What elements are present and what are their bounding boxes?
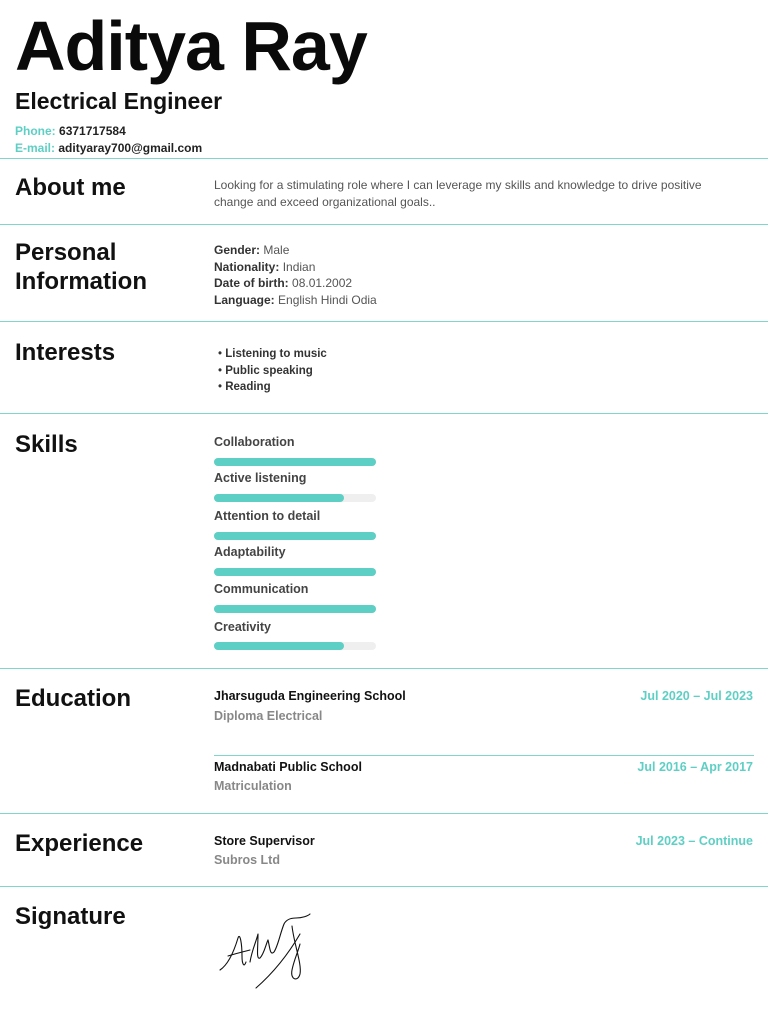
list-item: • Reading bbox=[218, 379, 327, 396]
education-degree: Matriculation bbox=[214, 779, 292, 793]
phone-value: 6371717584 bbox=[59, 124, 126, 138]
education-dates: Jul 2016 – Apr 2017 bbox=[637, 760, 753, 774]
personal-heading bbox=[15, 238, 147, 296]
skill-level-bar bbox=[214, 605, 376, 613]
skill-label: Active listening bbox=[214, 471, 307, 485]
section-divider bbox=[0, 813, 768, 814]
skill-level-bar bbox=[214, 642, 376, 650]
skills-heading: Skills bbox=[15, 431, 78, 458]
skill-level-fill bbox=[214, 605, 376, 613]
section-divider bbox=[0, 668, 768, 669]
education-school: Madnabati Public School bbox=[214, 760, 362, 774]
section-divider bbox=[0, 224, 768, 225]
skill-level-fill bbox=[214, 458, 376, 466]
language-row: Language: English Hindi Odia bbox=[214, 292, 377, 307]
skill-level-bar bbox=[214, 568, 376, 576]
phone-line bbox=[15, 124, 126, 139]
about-text: Looking for a stimulating role where I can leverage my skills and knowledge to drive positive change and exceed organizational goals.. bbox=[214, 178, 702, 209]
candidate-name: Aditya Ray bbox=[15, 7, 367, 85]
experience-role: Store Supervisor bbox=[214, 834, 315, 848]
section-divider bbox=[0, 413, 768, 414]
personal-info-list bbox=[214, 242, 377, 308]
job-title: Electrical Engineer bbox=[15, 88, 223, 114]
section-divider bbox=[0, 158, 768, 159]
section-divider bbox=[0, 321, 768, 322]
entry-divider bbox=[214, 755, 754, 756]
skill-level-bar bbox=[214, 532, 376, 540]
skill-level-fill bbox=[214, 642, 344, 650]
education-heading: Education bbox=[15, 685, 132, 712]
phone-label: Phone: bbox=[15, 124, 56, 138]
gender-row: Gender: Male bbox=[214, 243, 290, 257]
gender-value: Male bbox=[263, 243, 290, 257]
dob-value: 08.01.2002 bbox=[292, 276, 353, 290]
nationality-row: Nationality: Indian bbox=[214, 259, 316, 274]
email-line bbox=[15, 141, 202, 156]
experience-dates: Jul 2023 – Continue bbox=[635, 834, 753, 848]
section-divider bbox=[0, 886, 768, 887]
dob-row: Date of birth: 08.01.2002 bbox=[214, 276, 353, 290]
experience-company: Subros Ltd bbox=[214, 853, 280, 867]
nationality-value: Indian bbox=[282, 259, 316, 274]
skill-level-fill bbox=[214, 568, 376, 576]
skill-label: Adaptability bbox=[214, 545, 286, 559]
signature-image bbox=[216, 904, 312, 1000]
list-item: • Public speaking bbox=[218, 363, 327, 380]
skill-label: Communication bbox=[214, 582, 309, 596]
skill-level-fill bbox=[214, 494, 344, 502]
list-item: • Listening to music bbox=[218, 346, 327, 363]
email-value: adityaray700@gmail.com bbox=[58, 141, 203, 155]
education-school: Jharsuguda Engineering School bbox=[214, 689, 406, 703]
personal-heading-line2: Information bbox=[15, 268, 147, 295]
skill-level-fill bbox=[214, 532, 376, 540]
skill-label: Collaboration bbox=[214, 435, 295, 449]
education-degree: Diploma Electrical bbox=[214, 709, 323, 723]
signature-heading: Signature bbox=[15, 903, 126, 930]
skill-level-bar bbox=[214, 494, 376, 502]
personal-heading-line1: Personal bbox=[15, 239, 117, 266]
interests-heading: Interests bbox=[15, 339, 116, 366]
email-label: E-mail: bbox=[15, 141, 56, 155]
education-dates: Jul 2020 – Jul 2023 bbox=[640, 689, 753, 703]
language-value: English Hindi Odia bbox=[278, 292, 377, 307]
interests-list bbox=[218, 346, 327, 396]
skill-level-bar bbox=[214, 458, 376, 466]
experience-heading: Experience bbox=[15, 830, 144, 857]
about-heading: About me bbox=[15, 174, 126, 201]
skill-label: Creativity bbox=[214, 620, 271, 634]
skill-label: Attention to detail bbox=[214, 509, 321, 523]
